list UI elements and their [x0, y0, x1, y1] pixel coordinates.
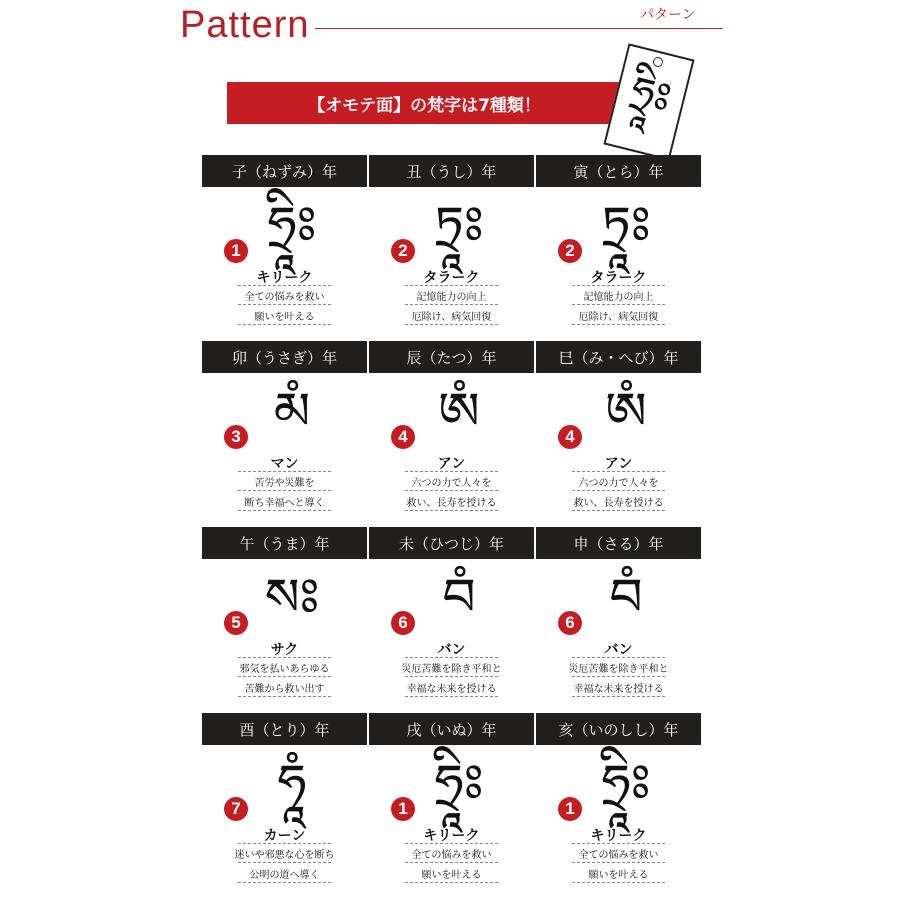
glyph-name: バン [437, 642, 466, 658]
zodiac-card [202, 713, 367, 897]
sanskrit-glyph: མཾ [273, 382, 311, 442]
benefit-line-2: 願いを叶える [421, 870, 482, 881]
benefit-line-1: 全ての悩みを救い [244, 292, 325, 303]
pattern-number-badge: 7 [224, 797, 248, 821]
glyph-name: カーン [263, 828, 306, 844]
divider [405, 882, 498, 883]
benefit-line-2: 厄除け、病気回復 [411, 312, 492, 323]
divider [238, 862, 331, 863]
sanskrit-glyph: བཾ [609, 568, 643, 628]
zodiac-card [369, 155, 534, 339]
divider [572, 324, 665, 325]
zodiac-card [536, 527, 701, 711]
divider [405, 471, 498, 472]
zodiac-card [536, 155, 701, 339]
page-heading: Pattern [180, 4, 310, 46]
benefit-line-2: 苦難から救い出す [244, 684, 325, 695]
benefit-line-2: 厄除け、病気回復 [578, 312, 659, 323]
sanskrit-glyph: ཧྲཱིཿ [267, 196, 317, 256]
zodiac-year-header [536, 527, 701, 559]
divider [405, 843, 498, 844]
sanskrit-glyph: ཨཾ [438, 382, 480, 442]
zodiac-card [202, 155, 367, 339]
zodiac-card [536, 341, 701, 525]
divider [572, 696, 665, 697]
heading-kana: パターン [640, 6, 696, 22]
divider [238, 843, 331, 844]
zodiac-year-header [369, 713, 534, 745]
divider [572, 862, 665, 863]
divider [405, 510, 498, 511]
divider [572, 304, 665, 305]
divider [405, 657, 498, 658]
benefit-line-1: 全ての悩みを救い [411, 850, 492, 861]
zodiac-year-label: 卯（うさぎ）年 [231, 348, 337, 367]
tag-sanskrit-glyph: ཧྲཱིཿ [625, 66, 676, 124]
benefit-line-1: 全ての悩みを救い [578, 850, 659, 861]
zodiac-year-header [536, 155, 701, 187]
benefit-line-1: 六つの力で人々を [578, 478, 659, 489]
benefit-line-2: 幸福な未来を授ける [406, 684, 497, 695]
divider [238, 657, 331, 658]
glyph-name: キリーク [590, 828, 647, 844]
zodiac-card-body [536, 187, 701, 337]
glyph-name: マン [270, 456, 299, 472]
benefit-line-2: 公明の道へ導く [249, 870, 320, 881]
benefit-line-2: 願いを叶える [588, 870, 649, 881]
sanskrit-glyph: ཏྲཱཿ [601, 196, 651, 256]
banner-text: 【オモテ面】の梵字は7種類！ [308, 95, 541, 116]
glyph-name: バン [604, 642, 633, 658]
benefit-line-1: 迷いや邪悪な心を断ち [234, 850, 335, 861]
divider [572, 471, 665, 472]
zodiac-year-label: 戌（いぬ）年 [406, 720, 497, 739]
zodiac-year-header [369, 341, 534, 373]
heading-rule [315, 28, 723, 29]
zodiac-year-label: 午（うま）年 [239, 534, 330, 553]
pattern-number-badge: 1 [391, 797, 415, 821]
benefit-line-1: 六つの力で人々を [411, 478, 492, 489]
zodiac-card-body [202, 745, 367, 895]
charm-tag-illustration [603, 43, 694, 160]
benefit-line-1: 記憶能力の向上 [416, 292, 487, 303]
zodiac-year-header [536, 341, 701, 373]
zodiac-card-body [369, 745, 534, 895]
zodiac-year-label: 酉（とり）年 [239, 720, 330, 739]
divider [572, 843, 665, 844]
divider [405, 862, 498, 863]
zodiac-card-body [536, 559, 701, 709]
benefit-line-2: 救い、長寿を授ける [573, 498, 664, 509]
zodiac-year-header [369, 155, 534, 187]
divider [405, 490, 498, 491]
benefit-line-2: 断ち幸福へと導く [244, 498, 325, 509]
info-banner [227, 82, 622, 124]
benefit-line-1: 災厄苦難を除き平和と [568, 664, 669, 675]
sanskrit-glyph: ཧྲཱིཿ [434, 754, 484, 814]
benefit-line-1: 災厄苦難を除き平和と [401, 664, 502, 675]
zodiac-card [369, 713, 534, 897]
divider [238, 324, 331, 325]
divider [238, 696, 331, 697]
zodiac-year-label: 丑（うし）年 [406, 162, 497, 181]
zodiac-year-header [536, 713, 701, 745]
zodiac-card-body [369, 187, 534, 337]
divider [572, 676, 665, 677]
glyph-name: アン [437, 456, 466, 472]
zodiac-year-label: 辰（たつ）年 [406, 348, 497, 367]
divider [405, 676, 498, 677]
zodiac-year-label: 寅（とら）年 [573, 162, 664, 181]
pattern-number-badge: 4 [391, 425, 415, 449]
zodiac-card-body [536, 373, 701, 523]
divider [238, 285, 331, 286]
zodiac-card-body [369, 373, 534, 523]
zodiac-year-label: 巳（み・へび）年 [558, 348, 679, 367]
glyph-name: キリーク [256, 270, 313, 286]
pattern-number-badge: 4 [558, 425, 582, 449]
sanskrit-glyph: ཧྲཱིཿ [601, 754, 651, 814]
divider [238, 510, 331, 511]
sanskrit-glyph: སཿ [264, 568, 320, 628]
zodiac-card-body [369, 559, 534, 709]
zodiac-card [202, 341, 367, 525]
divider [572, 490, 665, 491]
benefit-line-1: 記憶能力の向上 [583, 292, 654, 303]
zodiac-year-header [369, 527, 534, 559]
sanskrit-glyph: ཨཾ [605, 382, 647, 442]
benefit-line-1: 邪気を払いあらゆる [239, 664, 330, 675]
pattern-number-badge: 6 [391, 611, 415, 635]
glyph-name: タラーク [423, 270, 480, 286]
zodiac-card-body [202, 187, 367, 337]
glyph-name: キリーク [423, 828, 480, 844]
divider [405, 696, 498, 697]
benefit-line-2: 救い、長寿を授ける [406, 498, 497, 509]
zodiac-year-label: 子（ねずみ）年 [231, 162, 337, 181]
divider [238, 304, 331, 305]
glyph-name: サク [270, 642, 299, 658]
divider [238, 676, 331, 677]
sanskrit-glyph: ཏྲཱཿ [434, 196, 484, 256]
benefit-line-2: 願いを叶える [254, 312, 315, 323]
zodiac-year-header [202, 713, 367, 745]
benefit-line-2: 幸福な未来を授ける [573, 684, 664, 695]
zodiac-year-label: 申（さる）年 [573, 534, 664, 553]
divider [572, 510, 665, 511]
zodiac-card [369, 341, 534, 525]
glyph-name: アン [604, 456, 633, 472]
divider [238, 882, 331, 883]
zodiac-year-header [202, 341, 367, 373]
divider [572, 285, 665, 286]
zodiac-card-body [536, 745, 701, 895]
pattern-number-badge: 2 [558, 239, 582, 263]
pattern-number-badge: 5 [224, 611, 248, 635]
glyph-name: タラーク [590, 270, 647, 286]
zodiac-year-header [202, 155, 367, 187]
zodiac-card-body [202, 559, 367, 709]
zodiac-card [202, 527, 367, 711]
zodiac-card-body [202, 373, 367, 523]
divider [405, 285, 498, 286]
divider [405, 324, 498, 325]
zodiac-grid [202, 155, 701, 895]
pattern-number-badge: 6 [558, 611, 582, 635]
pattern-number-badge: 2 [391, 239, 415, 263]
pattern-number-badge: 1 [558, 797, 582, 821]
zodiac-card [536, 713, 701, 897]
divider [572, 882, 665, 883]
divider [238, 490, 331, 491]
zodiac-card [369, 527, 534, 711]
divider [238, 471, 331, 472]
divider [572, 657, 665, 658]
benefit-line-1: 苦労や災難を [254, 478, 315, 489]
divider [405, 304, 498, 305]
zodiac-year-label: 亥（いのしし）年 [558, 720, 679, 739]
zodiac-year-header [202, 527, 367, 559]
zodiac-year-label: 未（ひつじ）年 [398, 534, 504, 553]
pattern-number-badge: 3 [224, 425, 248, 449]
sanskrit-glyph: བཾ [442, 568, 476, 628]
pattern-number-badge: 1 [224, 239, 248, 263]
sanskrit-glyph: ཧཱཾ [277, 754, 307, 814]
tag-hole [652, 56, 664, 68]
